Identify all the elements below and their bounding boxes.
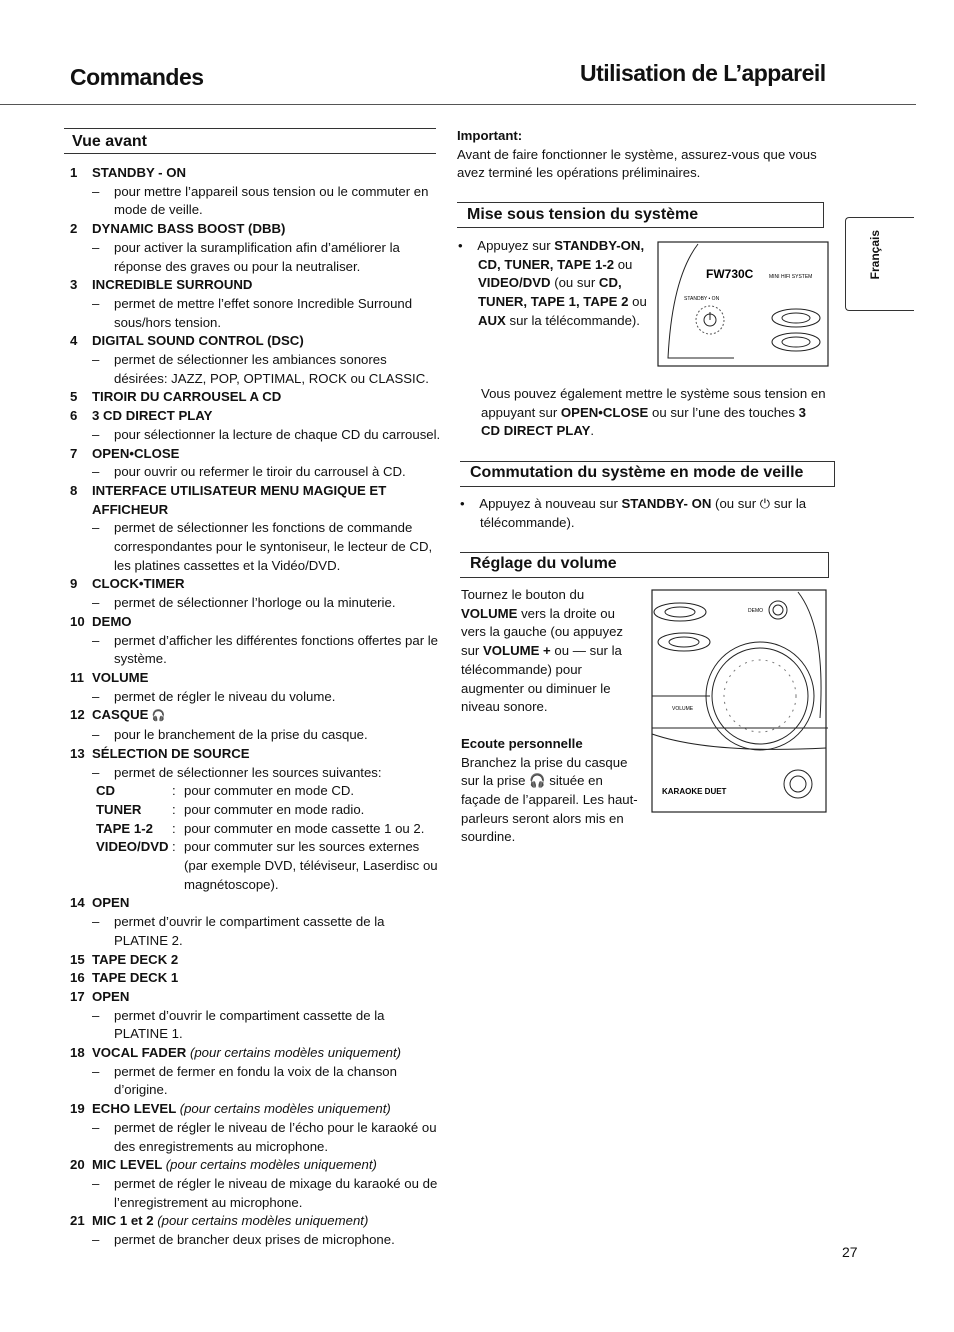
front-item-label: TIROIR DU CARROUSEL A CD: [92, 389, 282, 405]
front-item-label: DIGITAL SOUND CONTROL (DSC): [92, 333, 304, 349]
front-item-label: TAPE DECK 1: [92, 970, 179, 986]
front-item-note: (pour certains modèles uniquement): [179, 1101, 391, 1117]
front-item-description: – permet de brancher deux prises de microphone.: [92, 1232, 395, 1248]
front-item: [70, 407, 442, 444]
front-item: [70, 613, 442, 669]
front-item-label: VOCAL FADER (pour certains modèles uniquement): [92, 1045, 402, 1061]
front-item-note: (pour certains modèles uniquement): [157, 1213, 369, 1229]
front-item-description: – permet de régler le niveau de l’écho pour le karaoké ou des enregistrements au microphone.: [92, 1119, 437, 1154]
front-item-description: – permet d’ouvrir le compartiment cassette de la PLATINE 1.: [92, 1007, 385, 1042]
important-text: Avant de faire fonctionner le système, assurez-vous que vous avez terminé les opérations préliminaires.: [457, 146, 817, 181]
front-item-label: STANDBY - ON: [92, 165, 187, 180]
front-item-label: MIC 1 et 2 (pour certains modèles uniquement): [92, 1213, 369, 1229]
front-item-label: DYNAMIC BASS BOOST (DBB): [92, 221, 286, 237]
front-item-label: OPEN•CLOSE: [92, 445, 180, 461]
front-item-description: – pour activer la suramplification afin d’améliorer la réponse des graves ou pour la neutraliser.: [92, 239, 400, 274]
front-item-label: SÉLECTION DE SOURCE: [92, 745, 250, 761]
power-figure-button-label: STANDBY • ON: [684, 296, 720, 302]
source-row: CD : pour commuter en mode CD.: [96, 783, 355, 799]
front-item-description: – permet de sélectionner les ambiances sonores désirées: JAZZ, POP, OPTIMAL, ROCK ou CLASSIC.: [92, 352, 429, 386]
front-item-label: OPEN: [92, 895, 130, 911]
front-item-label: MIC LEVEL (pour certains modèles uniquement): [92, 1157, 377, 1173]
front-item: [70, 164, 442, 220]
front-item-number: 1: [70, 165, 78, 180]
front-item-number: 7: [70, 445, 78, 461]
power-figure: [654, 238, 830, 370]
front-items-list: [70, 164, 442, 1250]
front-item: [70, 575, 442, 612]
power-section-header: [457, 202, 824, 228]
front-item-number: 11: [70, 669, 84, 685]
front-item-label: ECHO LEVEL (pour certains modèles uniquement): [92, 1101, 391, 1117]
front-item-label: INTERFACE UTILISATEUR MENU MAGIQUE ET AFFICHEUR: [92, 482, 387, 517]
source-row: VIDEO/DVD : pour commuter sur les sources externes (par exemple DVD, téléviseur, Laserdisc ou magnétoscope).: [96, 839, 438, 892]
front-item: [70, 388, 442, 407]
standby-section-title: Commutation du système en mode de veille: [470, 464, 804, 481]
front-item: [70, 951, 442, 970]
front-item-number: 9: [70, 576, 78, 592]
front-item-number: 3: [70, 277, 78, 293]
front-section-title: Vue avant: [72, 133, 147, 150]
standby-section-header: [460, 461, 835, 487]
front-item: [70, 1100, 442, 1156]
front-item-note: (pour certains modèles uniquement): [165, 1157, 377, 1173]
front-item-number: 16: [70, 970, 85, 986]
front-item: [70, 745, 442, 895]
header-rule: [0, 104, 916, 105]
front-item-description: – pour sélectionner la lecture de chaque CD du carrousel.: [92, 426, 441, 442]
front-item-number: 15: [70, 951, 85, 967]
front-item-description: – permet d’afficher les différentes fonctions offertes par le système.: [92, 632, 439, 667]
front-item-description: – pour mettre l’appareil sous tension ou le commuter en mode de veille.: [92, 183, 429, 218]
front-item: [70, 276, 442, 332]
language-tab: Français: [845, 217, 914, 311]
front-item-description: – permet d’ouvrir le compartiment cassette de la PLATINE 2.: [92, 914, 385, 948]
front-item-number: 10: [70, 613, 85, 629]
front-item-label: TAPE DECK 2: [92, 951, 179, 967]
page-header-right: Utilisation de L’appareil: [580, 60, 826, 86]
front-item-number: 5: [70, 389, 78, 405]
front-item-description: – permet de sélectionner les sources suivantes:: [92, 764, 382, 780]
front-item-label: CASQUE 🎧: [92, 707, 166, 723]
front-item-label: INCREDIBLE SURROUND: [92, 277, 253, 293]
front-item: [70, 482, 442, 576]
front-item: [70, 706, 442, 744]
page-number: 27: [842, 1244, 858, 1260]
front-item-number: 2: [70, 221, 78, 237]
page-header-left: Commandes: [70, 64, 204, 90]
front-item-number: 13: [70, 745, 85, 761]
front-item-description: – permet de sélectionner l’horloge ou la minuterie.: [92, 595, 396, 611]
front-item-description: – permet de régler le niveau de mixage du karaoké ou de l’enregistrement au microphone.: [92, 1175, 438, 1210]
important-title: Important:: [457, 128, 523, 143]
power-figure-sub: MINI HIFI SYSTEM: [769, 274, 813, 280]
front-item-number: 17: [70, 988, 85, 1004]
front-section-header: [64, 128, 436, 154]
front-item-number: 14: [70, 895, 85, 911]
volume-figure-karaoke: KARAOKE DUET: [662, 787, 727, 796]
personal-listening-title: Ecoute personnelle: [461, 735, 583, 751]
front-item-number: 18: [70, 1045, 85, 1061]
front-item: [70, 445, 442, 482]
front-item: [70, 220, 442, 276]
front-item: [70, 1212, 442, 1249]
important-block: [457, 127, 833, 183]
source-row: TUNER : pour commuter en mode radio.: [96, 801, 365, 817]
power-instruction: • Appuyez sur STANDBY-ON, CD, TUNER, TAPE 1-2 ou VIDEO/DVD (ou sur CD, TUNER, TAPE 1, TAPE 2 ou AUX sur la télécommande).: [458, 238, 647, 328]
power-symbol-icon: ⏻: [759, 496, 771, 511]
front-item-note: (pour certains modèles uniquement): [189, 1045, 402, 1061]
front-item-description: – permet de régler le niveau du volume.: [92, 688, 336, 704]
front-item-number: 12: [70, 707, 85, 723]
volume-figure-label: VOLUME: [672, 706, 694, 712]
front-item: [70, 894, 442, 950]
front-item-number: 4: [70, 333, 78, 349]
power-figure-model: FW730C: [706, 267, 754, 281]
front-item-description: – permet de fermer en fondu la voix de la chanson d’origine.: [92, 1063, 397, 1098]
front-item-number: 21: [70, 1213, 85, 1229]
front-item: [70, 1156, 442, 1212]
front-item-label: DEMO: [92, 613, 132, 629]
front-item-label: 3 CD DIRECT PLAY: [92, 408, 213, 424]
front-item-number: 20: [70, 1157, 85, 1173]
standby-instruction: • Appuyez à nouveau sur STANDBY- ON (ou sur ⏻ sur la télécommande).: [460, 496, 807, 530]
front-item-number: 6: [70, 408, 78, 424]
front-item-label: VOLUME: [92, 669, 149, 685]
front-item-description: – pour le branchement de la prise du casque.: [92, 727, 368, 743]
headphone-icon: 🎧: [148, 710, 166, 723]
front-item-description: – permet de mettre l’effet sonore Incredible Surround sous/hors tension.: [92, 295, 413, 330]
front-item: [70, 969, 442, 988]
headphone-icon: 🎧: [529, 773, 546, 789]
front-item-description: – pour ouvrir ou refermer le tiroir du carrousel à CD.: [92, 464, 406, 480]
volume-instruction: Tournez le bouton du VOLUME vers la droite ou vers la gauche (ou appuyez sur VOLUME + ou — sur la télécommande) pour augmenter ou diminuer le niveau sonore. Ecoute personnelle Branchez la prise du casque sur la prise 🎧 située en façade de l’appareil. Les haut-parleurs seront alors mis en sourdine.: [461, 586, 643, 847]
volume-section-header: [460, 552, 829, 578]
front-item: [70, 669, 442, 706]
power-section-title: Mise sous tension du système: [467, 206, 699, 223]
front-item-number: 8: [70, 482, 78, 498]
front-item-label: CLOCK•TIMER: [92, 576, 185, 592]
front-item: [70, 332, 442, 388]
front-item-label: OPEN: [92, 988, 130, 1004]
front-item-number: 19: [70, 1101, 85, 1117]
front-item: [70, 1044, 442, 1100]
power-alternative: Vous pouvez également mettre le système sous tension en appuyant sur OPEN•CLOSE ou sur l’une des touches 3 CD DIRECT PLAY.: [481, 386, 826, 439]
volume-figure-demo: DEMO: [748, 608, 763, 614]
source-row: TAPE 1-2 : pour commuter en mode cassette 1 ou 2.: [96, 820, 425, 836]
front-item-description: – permet de sélectionner les fonctions de commande correspondantes pour le syntoniseur, le lecteur de CD, les platines cassettes et la Vidéo/DVD.: [92, 520, 433, 573]
front-item: [70, 988, 442, 1044]
volume-section-title: Réglage du volume: [470, 555, 617, 572]
volume-figure: [650, 588, 828, 814]
